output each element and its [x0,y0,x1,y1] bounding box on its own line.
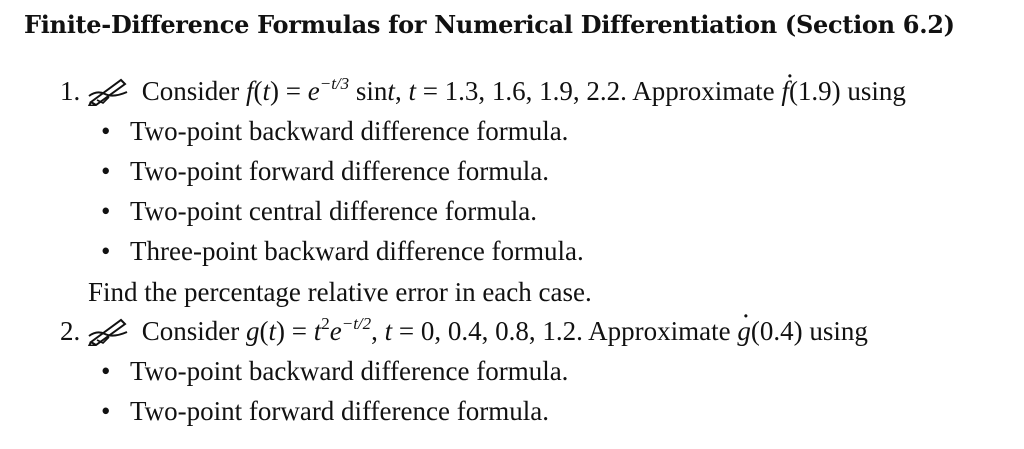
problem-2-function-name: g [246,316,260,346]
problem-1-points-label: t [408,76,416,106]
problem-1-rhs-tail-var: t [387,76,395,106]
bullet-icon: • [101,356,111,386]
problem-1-function-var: t [262,76,271,106]
problem-2-approx-func: · g [737,316,751,347]
list-item-label: Three-point backward difference formula. [130,236,584,266]
pencil-icon [87,76,129,106]
problem-2-rhs-base: t [313,316,322,346]
list-item-label: Two-point central difference formula. [130,196,537,226]
problem-1-rhs-tail: sin [355,76,388,106]
bullet-icon: • [101,156,111,186]
problem-2-points: = 0, 0.4, 0.8, 1.2. [398,316,583,346]
list-item-label: Two-point forward difference formula. [130,156,549,186]
list-item-label: Two-point backward difference formula. [130,356,569,386]
problem-1-number: 1. [60,76,81,106]
problem-1-approx-using: using [847,76,906,106]
problem-2-rhs-tail-exp: −t/2 [341,314,372,333]
problem-1-footer: Find the percentage relative error in each case. [88,277,592,307]
bullet-icon: • [101,116,111,146]
problem-2-points-label: t [384,316,393,346]
problem-2-rhs-exp: 2 [321,314,330,333]
problem-1-approx-func: · f [781,76,789,107]
problem-1-points: = 1.3, 1.6, 1.9, 2.2. [422,76,627,106]
problem-2-number: 2. [60,316,81,346]
problem-1-approx-arg: (1.9) [788,76,841,106]
problem-1-rhs-exp: −t/3 [319,74,350,93]
bullet-icon: • [101,396,111,426]
problem-2-approx-using: using [809,316,868,346]
problem-2-approx-arg: (0.4) [750,316,803,346]
page-title: Finite-Difference Formulas for Numerical Differentiation (Section 6.2) [24,10,955,39]
problem-2-statement: 2. Consider $g(t) = t^2e^{-t/2}$, t = 0, 0.4, 0.8, 1.2. Approximate · g(0.4) using [60,316,868,347]
problem-1-intro: Consider [141,76,240,106]
pencil-icon [87,316,129,346]
problem-1-statement: 1. Consider $f(t) = e^{-t/3}$ sint, t = 1.3, 1.6, 1.9, 2.2. Approximate · f(1.9) using [60,76,906,107]
problem-2-intro: Consider [141,316,240,346]
problem-2-rhs-tail-base: e [329,316,342,346]
list-item-label: Two-point backward difference formula. [130,116,569,146]
problem-2-function-var: t [268,316,277,346]
list-item-label: Two-point forward difference formula. [130,396,549,426]
problem-1-approx-text: Approximate [632,76,775,106]
bullet-icon: • [101,236,111,266]
problem-1-function-name: f [246,76,254,106]
problem-2-approx-text: Approximate [588,316,731,346]
bullet-icon: • [101,196,111,226]
problem-1-rhs-base: e [307,76,320,106]
